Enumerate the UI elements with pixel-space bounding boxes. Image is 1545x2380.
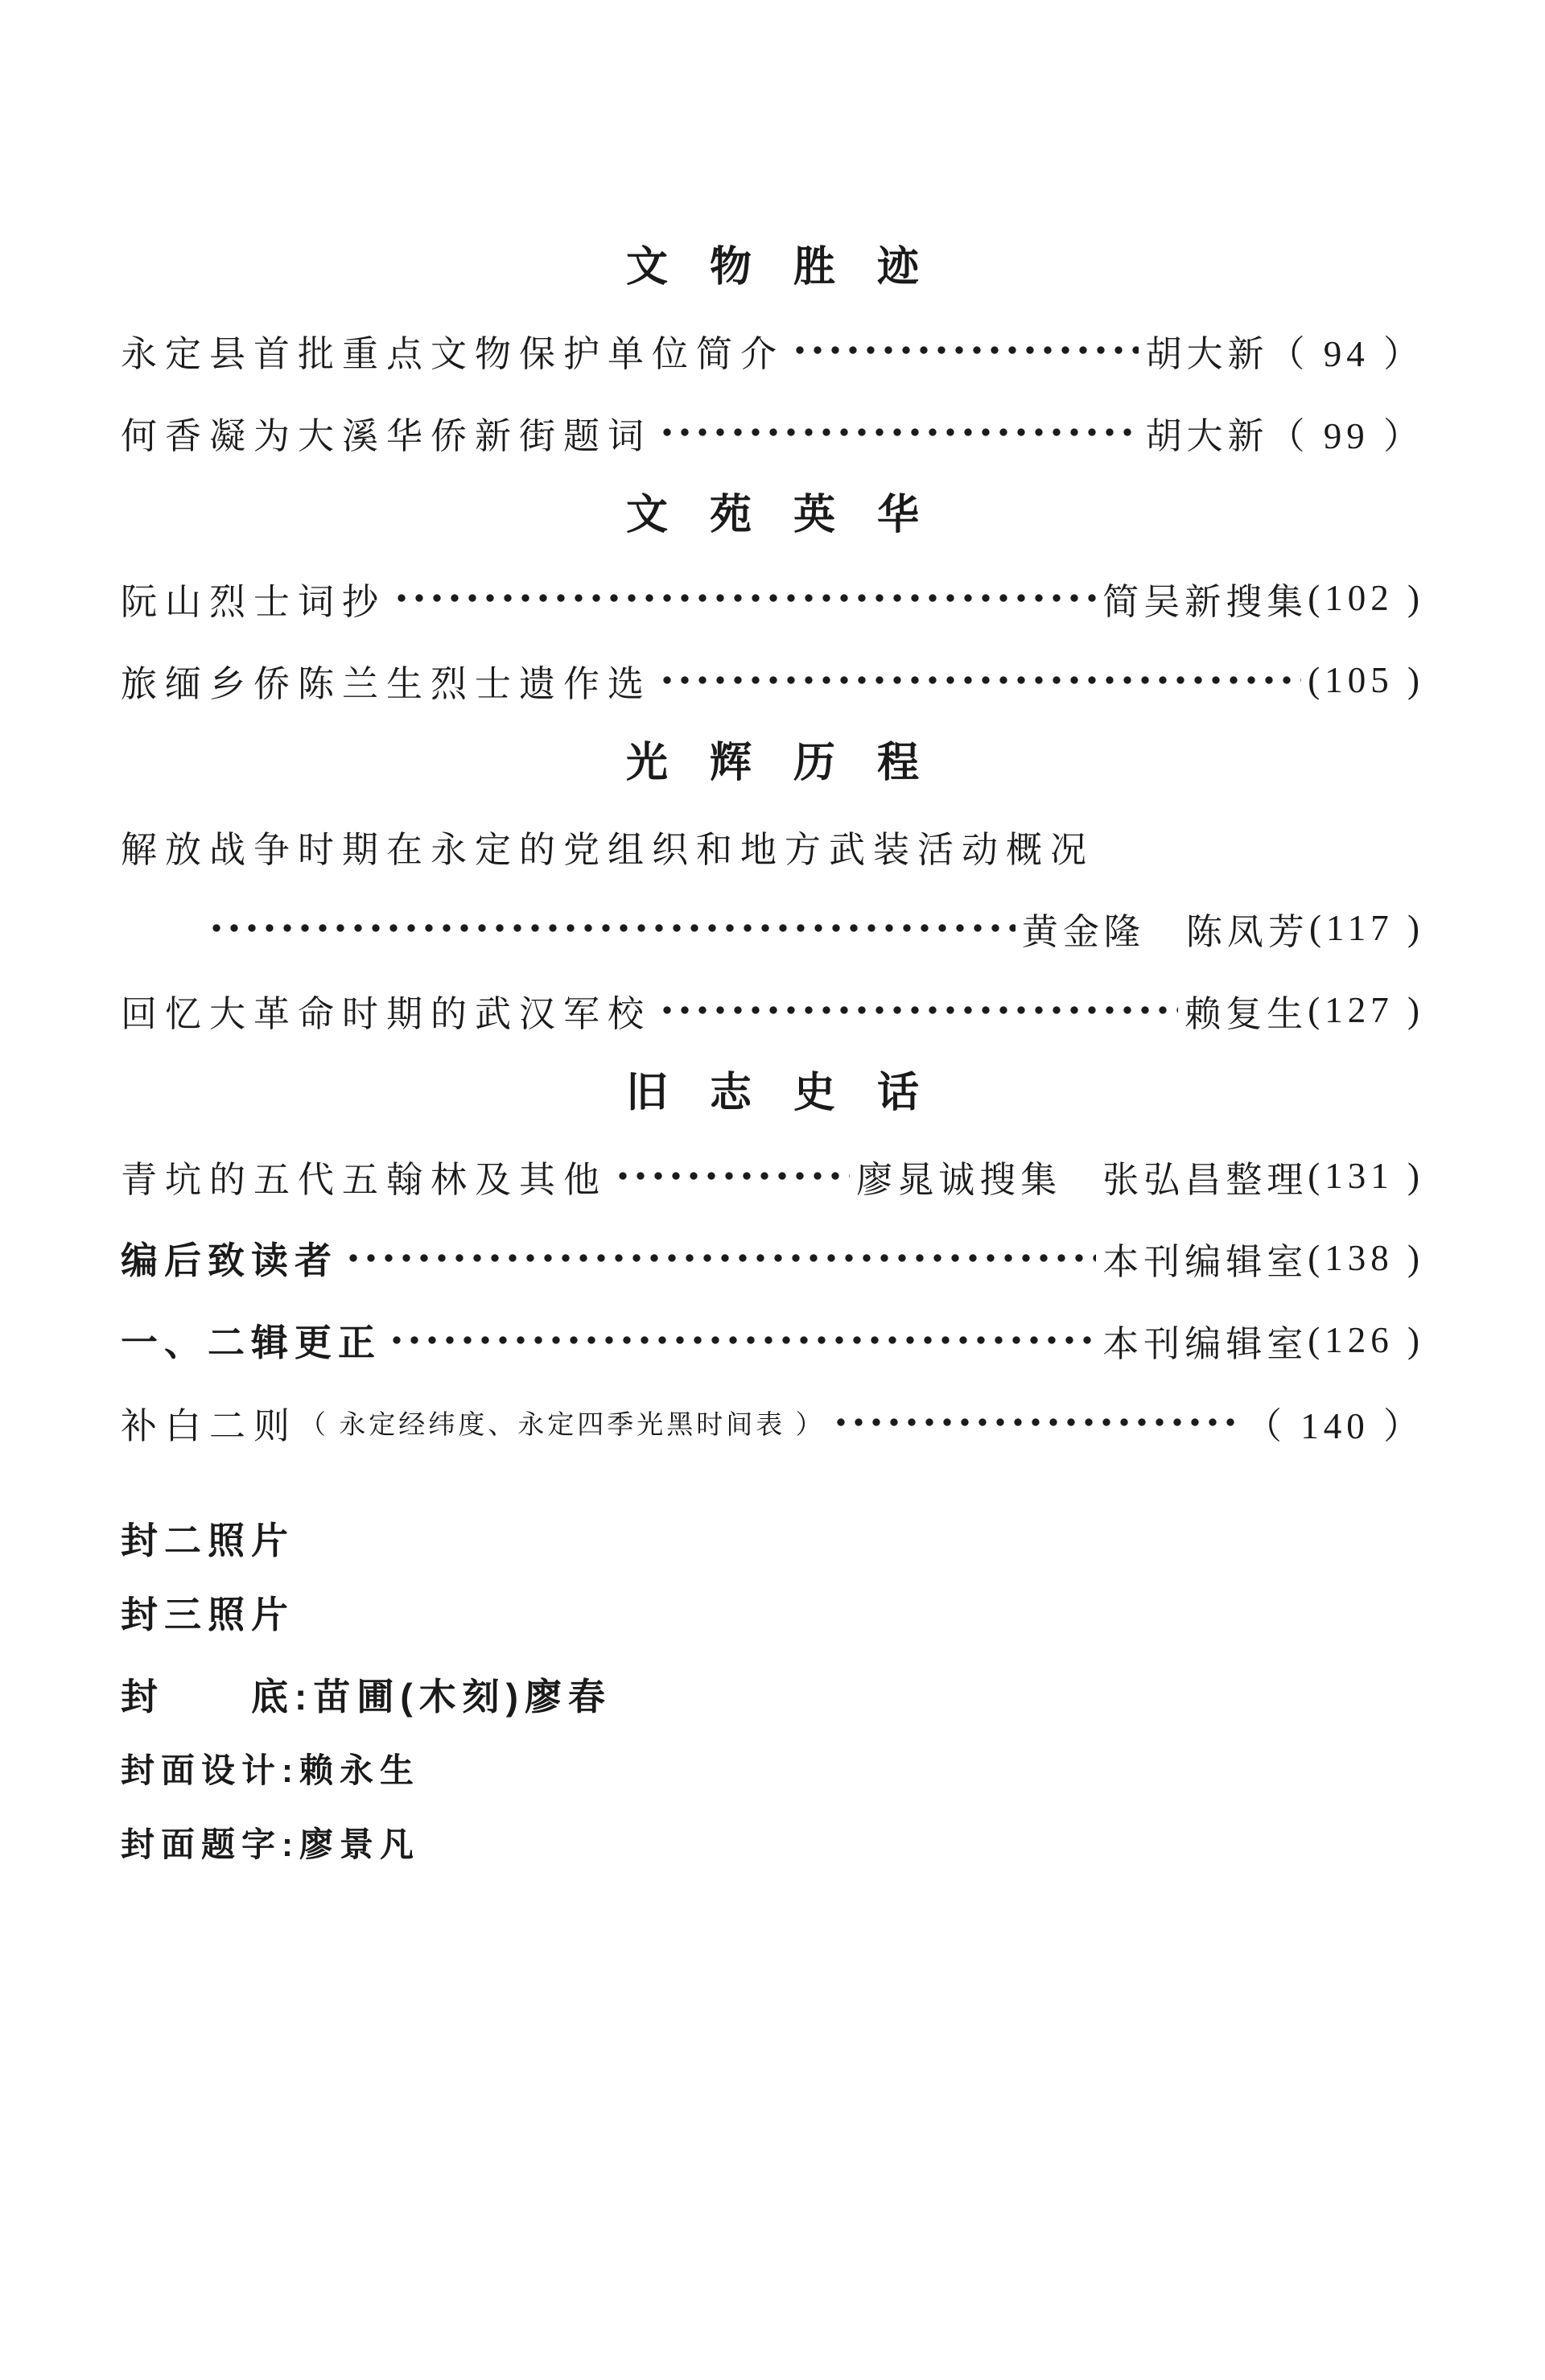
toc-entry-row [121,325,1424,375]
entry-author: 本刊编辑室 [1102,1323,1308,1364]
toc-entry-row [121,1151,1424,1201]
section-heading-glorious-course: 光辉历程 [625,740,961,786]
entry-title: 永定县首批重点文物保护单位简介 [121,333,785,374]
section-heading-old-chronicles: 旧志史话 [625,1070,961,1116]
dot-leader [388,1315,1096,1365]
toc-entry-row [121,1233,1424,1283]
entry-author: 胡大新 [1145,415,1269,456]
entry-title: 青坑的五代五翰林及其他 [121,1159,608,1200]
toc-entry-row [121,573,1424,623]
dot-leader [614,1151,850,1201]
entry-page-number: (131 ) [1308,1156,1424,1196]
section-heading-cultural-relics: 文物胜迹 [625,244,961,291]
dot-leader [208,903,1016,953]
entry-title: 解放战争时期在永定的党组织和地方武装活动概况 [121,829,1095,870]
dot-leader [791,325,1139,375]
entry-page-number: (138 ) [1308,1238,1424,1278]
entry-page-number: （ 94 ） [1268,333,1424,374]
entry-title: 补白二则 [121,1405,299,1446]
entry-page-number: （ 99 ） [1268,415,1424,456]
dot-leader [393,573,1096,623]
entry-page-number: (105 ) [1308,660,1424,700]
entry-title: 一、二辑更正 [121,1322,381,1363]
entry-title: 旅缅乡侨陈兰生烈士遗作选 [121,663,653,704]
backmatter-item-back-cover: 封 底:苗圃(木刻)廖春 [121,1676,612,1718]
entry-page-number: (126 ) [1308,1320,1424,1360]
dot-leader [658,985,1178,1035]
entry-title: 阮山烈士词抄 [121,581,387,622]
entry-page-number: (117 ) [1308,908,1424,948]
toc-entry-row-title-only [121,821,1424,871]
toc-entry-row [121,985,1424,1035]
entry-title: 何香凝为大溪华侨新街题词 [121,415,653,456]
toc-entry-row [121,407,1424,457]
entry-author: 胡大新 [1145,333,1269,374]
entry-author: 本刊编辑室 [1102,1241,1308,1282]
backmatter-item-inside-back-cover: 封三照片 [121,1594,295,1635]
dot-leader [832,1397,1239,1447]
toc-entry-row [121,1397,1424,1447]
entry-author: 廖晁诚搜集 张弘昌整理 [856,1159,1308,1200]
entry-author: 赖复生 [1184,993,1308,1034]
toc-entry-row-continuation [121,903,1424,953]
entry-author: 简吴新搜集 [1102,581,1308,622]
backmatter-item-cover-calligraphy: 封面题字:廖景凡 [121,1825,420,1863]
backmatter-item-inside-front-cover: 封二照片 [121,1520,295,1561]
dot-leader [658,407,1139,457]
entry-page-number: (102 ) [1308,578,1424,618]
entry-title: 回忆大革命时期的武汉军校 [121,993,653,1034]
dot-leader [658,655,1301,705]
backmatter-item-cover-design: 封面设计:赖永生 [121,1751,420,1789]
toc-entry-row [121,655,1424,705]
dot-leader [344,1233,1096,1283]
entry-page-number: （ 140 ） [1245,1405,1424,1446]
entry-title: 编后致读者 [121,1239,338,1281]
entry-page-number: (127 ) [1308,990,1424,1030]
toc-entry-row [121,1315,1424,1365]
entry-author: 黄金隆 陈凤芳 [1021,911,1309,952]
section-heading-literary-garden: 文苑英华 [625,492,961,538]
backmatter [0,1479,1545,1869]
entry-note: （ 永定经纬度、永定四季光黑时间表 ） [299,1410,826,1440]
